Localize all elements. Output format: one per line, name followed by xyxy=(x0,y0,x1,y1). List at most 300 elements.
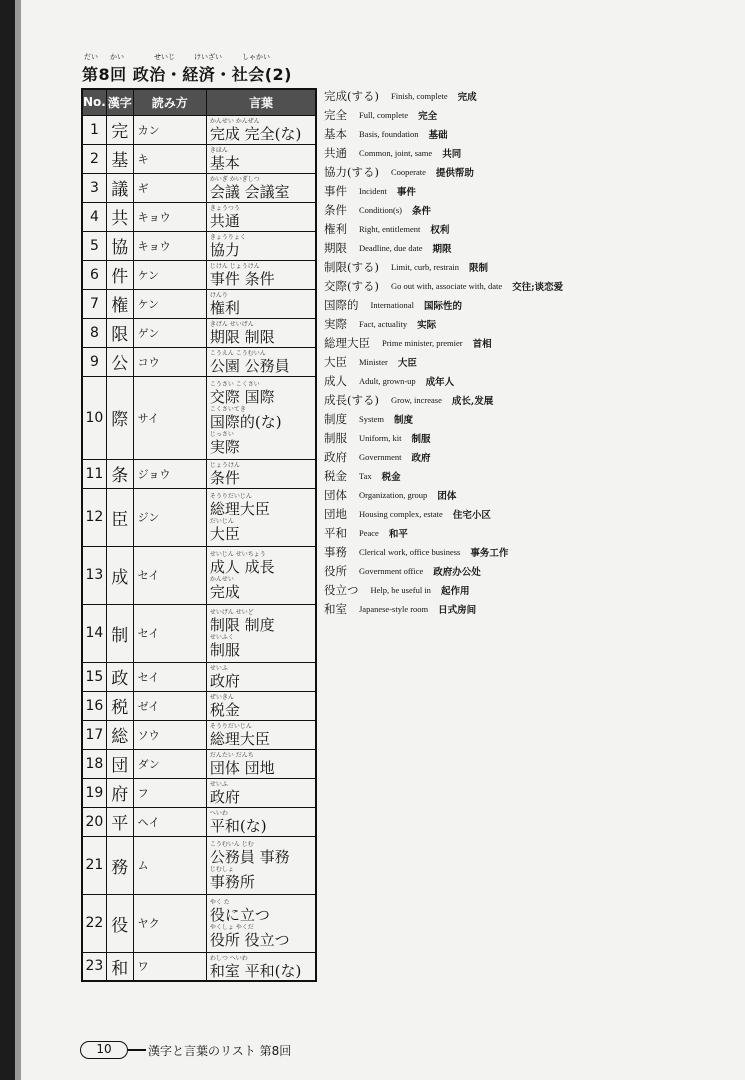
row-kanji: 政 xyxy=(106,662,133,691)
row-reading: セイ xyxy=(133,604,206,662)
list-item xyxy=(324,599,724,618)
row-reading: ソウ xyxy=(133,720,206,749)
vocab-japanese: 総理大臣 xyxy=(324,335,370,350)
row-reading: ワ xyxy=(133,952,206,981)
word-ruby: せいげん せいど xyxy=(209,609,254,616)
row-words xyxy=(206,289,316,318)
header-reading: 読み方 xyxy=(133,89,206,115)
list-item xyxy=(324,371,724,390)
list-item xyxy=(324,257,724,276)
row-kanji: 役 xyxy=(106,894,133,952)
row-reading: ヤク xyxy=(133,894,206,952)
row-number: 10 xyxy=(82,376,106,459)
table-row xyxy=(82,202,316,231)
vocab-english: Clerical work, office business xyxy=(359,546,461,557)
header-no: No. xyxy=(82,89,106,115)
list-item xyxy=(324,181,724,200)
row-words xyxy=(206,691,316,720)
word-ruby: じっさい xyxy=(209,431,234,438)
vocab-english: Help, be useful in xyxy=(370,584,431,595)
vocab-japanese: 役所 xyxy=(324,563,347,578)
row-number: 17 xyxy=(82,720,106,749)
row-number: 6 xyxy=(82,260,106,289)
row-words xyxy=(206,952,316,981)
row-number: 18 xyxy=(82,749,106,778)
list-item xyxy=(324,447,724,466)
row-reading: ジン xyxy=(133,488,206,546)
table-row xyxy=(82,749,316,778)
word-text: 基本 xyxy=(209,154,240,172)
row-number: 7 xyxy=(82,289,106,318)
row-words xyxy=(206,202,316,231)
table-row xyxy=(82,376,316,459)
row-words xyxy=(206,144,316,173)
vocab-english: Condition(s) xyxy=(359,204,402,215)
table-row xyxy=(82,894,316,952)
vocab-japanese: 政府 xyxy=(324,449,347,464)
table-row xyxy=(82,807,316,836)
vocab-english: Adult, grown-up xyxy=(359,375,416,386)
row-kanji: 限 xyxy=(106,318,133,347)
vocab-japanese: 事務 xyxy=(324,544,347,559)
vocab-english: Prime minister, premier xyxy=(382,337,463,348)
word-text: 総理大臣 xyxy=(209,500,270,518)
word-ruby: けんり xyxy=(209,292,228,299)
table-row xyxy=(82,260,316,289)
vocab-japanese: 完成(する) xyxy=(324,88,379,103)
vocab-japanese: 制度 xyxy=(324,411,347,426)
list-item xyxy=(324,314,724,333)
row-number: 9 xyxy=(82,347,106,376)
vocab-japanese: 平和 xyxy=(324,525,347,540)
table-row xyxy=(82,952,316,981)
word-text: 国際的(な) xyxy=(209,413,282,431)
table-row xyxy=(82,604,316,662)
table-row xyxy=(82,231,316,260)
row-number: 12 xyxy=(82,488,106,546)
word-ruby: そうりだいじん xyxy=(209,723,252,730)
word-ruby: だんたい だんち xyxy=(209,752,254,759)
row-kanji: 和 xyxy=(106,952,133,981)
word-text: 交際 国際 xyxy=(209,388,275,406)
word-text: 制服 xyxy=(209,641,240,659)
word-ruby: かんせい かんぜん xyxy=(209,118,260,125)
row-reading: ジョウ xyxy=(133,459,206,488)
ruby-kai: かい xyxy=(110,53,124,61)
vocab-chinese: 基础 xyxy=(428,129,448,141)
table-row xyxy=(82,144,316,173)
list-item xyxy=(324,200,724,219)
word-text: 実際 xyxy=(209,438,240,456)
ruby-dai: だい xyxy=(84,53,98,61)
row-number: 1 xyxy=(82,115,106,144)
vocab-chinese: 日式房间 xyxy=(438,604,477,616)
vocab-english: Uniform, kit xyxy=(359,432,402,443)
row-kanji: 完 xyxy=(106,115,133,144)
row-reading: フ xyxy=(133,778,206,807)
row-kanji: 府 xyxy=(106,778,133,807)
row-words xyxy=(206,459,316,488)
page-title: 第8回 政治・経済・社会(2) xyxy=(82,65,292,84)
row-number: 20 xyxy=(82,807,106,836)
table-row xyxy=(82,836,316,894)
row-number: 21 xyxy=(82,836,106,894)
row-kanji: 協 xyxy=(106,231,133,260)
kanji-table-body xyxy=(82,115,316,981)
row-number: 3 xyxy=(82,173,106,202)
vocab-english: Incident xyxy=(359,185,387,196)
vocabulary-list xyxy=(324,86,724,618)
row-words xyxy=(206,318,316,347)
word-text: 完成 xyxy=(209,583,240,601)
row-words xyxy=(206,807,316,836)
word-text: 会議 会議室 xyxy=(209,183,290,201)
ruby-seiji: せいじ xyxy=(154,53,175,61)
row-reading: ケン xyxy=(133,289,206,318)
word-ruby: じけん じょうけん xyxy=(209,263,260,270)
vocab-english: Japanese-style room xyxy=(359,603,429,614)
header-kanji: 漢字 xyxy=(106,89,133,115)
word-ruby: じむしょ xyxy=(209,866,234,873)
row-kanji: 団 xyxy=(106,749,133,778)
row-number: 2 xyxy=(82,144,106,173)
table-row xyxy=(82,347,316,376)
row-number: 15 xyxy=(82,662,106,691)
vocab-chinese: 权利 xyxy=(430,224,450,236)
word-ruby: きょうつう xyxy=(209,205,240,212)
row-reading: キョウ xyxy=(133,202,206,231)
row-reading: セイ xyxy=(133,546,206,604)
word-ruby: ぜいきん xyxy=(209,694,234,701)
vocab-japanese: 制限(する) xyxy=(324,259,379,274)
list-item xyxy=(324,352,724,371)
list-item xyxy=(324,143,724,162)
vocab-english: Peace xyxy=(359,527,379,538)
row-kanji: 務 xyxy=(106,836,133,894)
word-text: 公務員 事務 xyxy=(209,848,290,866)
vocab-english: Minister xyxy=(359,356,388,367)
vocab-english: Government xyxy=(359,451,402,462)
vocab-english: Housing complex, estate xyxy=(359,508,443,519)
vocab-japanese: 実際 xyxy=(324,316,347,331)
list-item xyxy=(324,86,724,105)
table-row xyxy=(82,318,316,347)
vocab-japanese: 大臣 xyxy=(324,354,347,369)
vocab-chinese: 制服 xyxy=(411,433,431,445)
list-item xyxy=(324,276,724,295)
row-number: 23 xyxy=(82,952,106,981)
row-number: 22 xyxy=(82,894,106,952)
word-ruby: せいふ xyxy=(209,781,228,788)
row-words xyxy=(206,488,316,546)
vocab-japanese: 国際的 xyxy=(324,297,359,312)
list-item xyxy=(324,390,724,409)
row-words xyxy=(206,836,316,894)
word-ruby: きほん xyxy=(209,147,228,154)
footer-rule xyxy=(128,1049,146,1051)
word-text: 平和(な) xyxy=(209,817,267,835)
table-header-row xyxy=(82,89,316,115)
row-words xyxy=(206,662,316,691)
row-number: 14 xyxy=(82,604,106,662)
row-kanji: 臣 xyxy=(106,488,133,546)
row-words xyxy=(206,231,316,260)
word-text: 共通 xyxy=(209,212,240,230)
row-reading: カン xyxy=(133,115,206,144)
vocab-english: International xyxy=(370,299,414,310)
row-words xyxy=(206,546,316,604)
vocab-japanese: 税金 xyxy=(324,468,347,483)
word-text: 成人 成長 xyxy=(209,558,275,576)
vocab-japanese: 基本 xyxy=(324,126,347,141)
row-kanji: 条 xyxy=(106,459,133,488)
word-text: 大臣 xyxy=(209,525,240,543)
table-row xyxy=(82,115,316,144)
vocab-english: Government office xyxy=(359,565,424,576)
vocab-japanese: 役立つ xyxy=(324,582,359,597)
row-reading: ケン xyxy=(133,260,206,289)
list-item xyxy=(324,504,724,523)
row-reading: キ xyxy=(133,144,206,173)
vocab-chinese: 国际性的 xyxy=(423,300,462,312)
word-ruby: こうさい こくさい xyxy=(209,381,260,388)
row-reading: セイ xyxy=(133,662,206,691)
row-reading: ヘイ xyxy=(133,807,206,836)
row-kanji: 基 xyxy=(106,144,133,173)
word-text: 協力 xyxy=(209,241,240,259)
table-row xyxy=(82,459,316,488)
row-kanji: 権 xyxy=(106,289,133,318)
row-reading: コウ xyxy=(133,347,206,376)
word-ruby: こうむいん じむ xyxy=(209,841,254,848)
row-kanji: 際 xyxy=(106,376,133,459)
list-item xyxy=(324,124,724,143)
word-text: 公園 公務員 xyxy=(209,357,290,375)
vocab-english: Grow, increase xyxy=(390,394,442,405)
vocab-chinese: 事务工作 xyxy=(470,547,509,559)
vocab-chinese: 条件 xyxy=(411,205,431,217)
table-row xyxy=(82,173,316,202)
row-reading: サイ xyxy=(133,376,206,459)
row-kanji: 税 xyxy=(106,691,133,720)
list-item xyxy=(324,561,724,580)
word-ruby: へいわ xyxy=(209,810,228,817)
vocab-chinese: 起作用 xyxy=(440,585,470,597)
page-number: 10 xyxy=(80,1041,128,1059)
list-item xyxy=(324,295,724,314)
word-ruby: せいふ xyxy=(209,665,228,672)
word-text: 事件 条件 xyxy=(209,270,275,288)
list-item xyxy=(324,466,724,485)
footer-title: 漢字と言葉のリスト 第8回 xyxy=(148,1043,292,1058)
vocab-japanese: 成人 xyxy=(324,373,347,388)
word-text: 役所 役立つ xyxy=(209,931,290,949)
vocab-chinese: 事件 xyxy=(396,186,416,198)
vocab-english: Deadline, due date xyxy=(359,242,423,253)
row-kanji: 平 xyxy=(106,807,133,836)
row-words xyxy=(206,376,316,459)
row-kanji: 制 xyxy=(106,604,133,662)
vocab-chinese: 提供帮助 xyxy=(435,167,474,179)
row-words xyxy=(206,604,316,662)
row-number: 19 xyxy=(82,778,106,807)
word-text: 完成 完全(な) xyxy=(209,125,302,143)
vocab-japanese: 団地 xyxy=(324,506,347,521)
word-text: 和室 平和(な) xyxy=(209,961,302,980)
vocab-english: Common, joint, same xyxy=(359,147,433,158)
word-text: 事務所 xyxy=(209,873,255,891)
vocab-english: Full, complete xyxy=(359,109,409,120)
header-words: 言葉 xyxy=(206,89,316,115)
vocab-english: Limit, curb, restrain xyxy=(390,261,459,272)
kanji-table xyxy=(81,88,317,982)
vocab-english: Cooperate xyxy=(390,166,426,177)
vocab-english: Basis, foundation xyxy=(359,128,419,139)
vocab-english: Finish, complete xyxy=(390,90,448,101)
word-text: 税金 xyxy=(209,701,240,719)
vocab-chinese: 和平 xyxy=(388,528,408,540)
vocab-chinese: 成长,发展 xyxy=(451,395,494,407)
vocab-chinese: 首相 xyxy=(472,338,492,350)
table-row xyxy=(82,546,316,604)
word-ruby: かんせい xyxy=(209,576,234,583)
list-item xyxy=(324,409,724,428)
vocab-japanese: 和室 xyxy=(324,601,347,616)
word-ruby: やく た xyxy=(209,899,230,906)
vocab-japanese: 制服 xyxy=(324,430,347,445)
vocab-english: Fact, actuality xyxy=(359,318,408,329)
row-words xyxy=(206,749,316,778)
vocab-chinese: 住宅小区 xyxy=(452,509,491,521)
word-ruby: せいふく xyxy=(209,634,234,641)
vocab-english: Go out with, associate with, date xyxy=(390,280,503,291)
vocab-chinese: 制度 xyxy=(394,414,414,426)
list-item xyxy=(324,333,724,352)
row-number: 5 xyxy=(82,231,106,260)
vocab-chinese: 大臣 xyxy=(397,357,417,369)
vocab-chinese: 交往;谈恋爱 xyxy=(512,281,564,293)
table-row xyxy=(82,778,316,807)
vocab-chinese: 完成 xyxy=(457,91,477,103)
table-row xyxy=(82,488,316,546)
row-kanji: 公 xyxy=(106,347,133,376)
word-ruby: きげん せいげん xyxy=(209,321,254,328)
vocab-japanese: 交際(する) xyxy=(324,278,379,293)
vocab-chinese: 税金 xyxy=(381,471,401,483)
row-words xyxy=(206,260,316,289)
vocab-english: Right, entitlement xyxy=(359,223,421,234)
row-words xyxy=(206,115,316,144)
row-words xyxy=(206,894,316,952)
row-reading: ギ xyxy=(133,173,206,202)
row-number: 11 xyxy=(82,459,106,488)
vocab-chinese: 共同 xyxy=(442,148,462,160)
word-text: 権利 xyxy=(209,299,240,317)
table-row xyxy=(82,691,316,720)
row-reading: ゼイ xyxy=(133,691,206,720)
row-number: 4 xyxy=(82,202,106,231)
list-item xyxy=(324,162,724,181)
title-ruby xyxy=(82,52,322,62)
row-words xyxy=(206,778,316,807)
page-footer xyxy=(80,1041,291,1059)
list-item xyxy=(324,238,724,257)
vocab-english: System xyxy=(359,413,385,424)
word-ruby: だいじん xyxy=(209,518,234,525)
list-item xyxy=(324,219,724,238)
word-ruby: じょうけん xyxy=(209,462,240,469)
word-text: 政府 xyxy=(209,788,240,806)
vocab-chinese: 限制 xyxy=(468,262,488,274)
word-text: 政府 xyxy=(209,672,240,690)
lesson-header xyxy=(82,52,322,85)
word-text: 制限 制度 xyxy=(209,616,275,634)
row-reading: ム xyxy=(133,836,206,894)
row-words xyxy=(206,173,316,202)
vocab-chinese: 期限 xyxy=(432,243,452,255)
vocab-japanese: 条件 xyxy=(324,202,347,217)
row-kanji: 成 xyxy=(106,546,133,604)
word-ruby: こうえん こうむいん xyxy=(209,350,266,357)
vocab-japanese: 成長(する) xyxy=(324,392,379,407)
ruby-shakai: しゃかい xyxy=(242,53,270,61)
word-ruby: やくしょ やくだ xyxy=(209,924,254,931)
vocab-chinese: 完全 xyxy=(418,110,438,122)
word-text: 条件 xyxy=(209,469,240,487)
list-item xyxy=(324,485,724,504)
row-reading: ゲン xyxy=(133,318,206,347)
word-text: 団体 団地 xyxy=(209,759,275,777)
row-kanji: 共 xyxy=(106,202,133,231)
word-ruby: そうりだいじん xyxy=(209,493,252,500)
row-kanji: 議 xyxy=(106,173,133,202)
row-number: 13 xyxy=(82,546,106,604)
vocab-chinese: 团体 xyxy=(437,490,457,502)
list-item xyxy=(324,428,724,447)
row-reading: ダン xyxy=(133,749,206,778)
table-row xyxy=(82,289,316,318)
word-text: 役に立つ xyxy=(209,906,270,924)
list-item xyxy=(324,580,724,599)
ruby-keizai: けいざい xyxy=(194,53,222,61)
vocab-japanese: 権利 xyxy=(324,221,347,236)
row-number: 8 xyxy=(82,318,106,347)
vocab-chinese: 成年人 xyxy=(425,376,455,388)
word-ruby: こくさいてき xyxy=(209,406,246,413)
word-ruby: かいぎ かいぎしつ xyxy=(209,176,260,183)
list-item xyxy=(324,542,724,561)
book-binding-edge xyxy=(0,0,15,1080)
vocab-english: Tax xyxy=(359,470,372,481)
list-item xyxy=(324,105,724,124)
row-words xyxy=(206,347,316,376)
row-words xyxy=(206,720,316,749)
word-ruby: きょうりょく xyxy=(209,234,246,241)
word-text: 期限 制限 xyxy=(209,328,275,346)
row-reading: キョウ xyxy=(133,231,206,260)
vocab-japanese: 完全 xyxy=(324,107,347,122)
book-binding-shadow xyxy=(15,0,21,1080)
row-kanji: 件 xyxy=(106,260,133,289)
vocab-japanese: 協力(する) xyxy=(324,164,379,179)
word-ruby: せいじん せいちょう xyxy=(209,551,266,558)
vocab-japanese: 事件 xyxy=(324,183,347,198)
table-row xyxy=(82,720,316,749)
vocab-chinese: 政府 xyxy=(411,452,431,464)
word-text: 総理大臣 xyxy=(209,730,270,748)
word-ruby: わしつ へいわ xyxy=(209,954,248,962)
vocab-chinese: 政府办公处 xyxy=(433,566,481,578)
